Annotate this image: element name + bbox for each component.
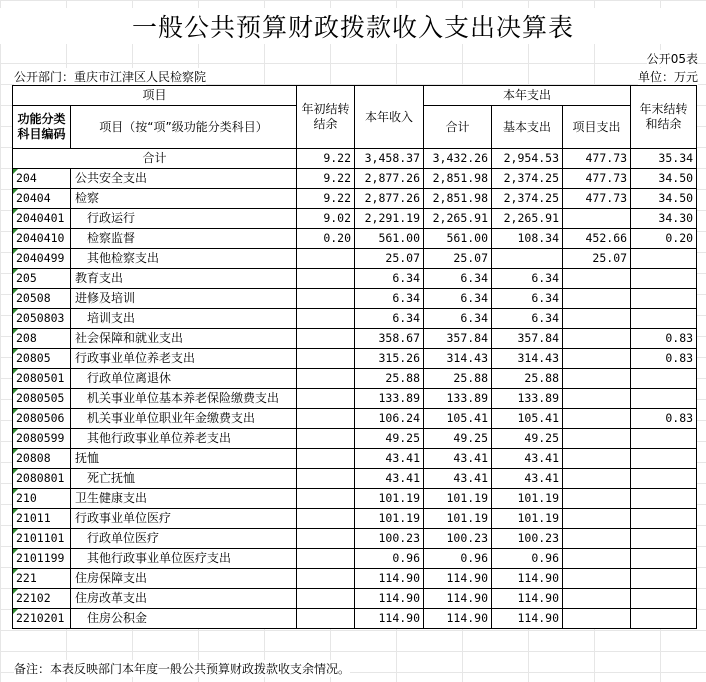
row-opening	[297, 369, 355, 389]
row-total: 49.25	[424, 429, 492, 449]
row-income: 49.25	[355, 429, 424, 449]
table-row	[13, 489, 697, 509]
row-basic: 2,374.25	[492, 169, 563, 189]
row-total: 43.41	[424, 449, 492, 469]
row-basic: 108.34	[492, 229, 563, 249]
row-opening	[297, 449, 355, 469]
table-row	[13, 209, 697, 229]
total-expense: 3,432.26	[424, 149, 492, 169]
table-row	[13, 249, 697, 269]
total-basic: 2,954.53	[492, 149, 563, 169]
row-project	[563, 469, 631, 489]
row-income: 106.24	[355, 409, 424, 429]
row-project	[563, 549, 631, 569]
row-total: 105.41	[424, 409, 492, 429]
row-income: 43.41	[355, 449, 424, 469]
row-code: 2040401	[13, 209, 71, 229]
row-income: 2,877.26	[355, 189, 424, 209]
row-basic: 357.84	[492, 329, 563, 349]
row-basic: 6.34	[492, 269, 563, 289]
row-code: 20404	[13, 189, 71, 209]
row-code: 20805	[13, 349, 71, 369]
row-total: 101.19	[424, 509, 492, 529]
row-income: 0.96	[355, 549, 424, 569]
row-name: 其他检察支出	[71, 249, 297, 269]
row-total: 100.23	[424, 529, 492, 549]
row-income: 2,877.26	[355, 169, 424, 189]
row-project: 452.66	[563, 229, 631, 249]
header-opening-balance: 年初结转结余	[297, 86, 355, 149]
row-income: 358.67	[355, 329, 424, 349]
row-income: 114.90	[355, 589, 424, 609]
row-opening	[297, 609, 355, 629]
row-code: 2101101	[13, 529, 71, 549]
row-closing	[631, 269, 697, 289]
row-opening	[297, 489, 355, 509]
row-closing	[631, 289, 697, 309]
row-income: 100.23	[355, 529, 424, 549]
row-closing: 0.83	[631, 349, 697, 369]
row-name: 机关事业单位职业年金缴费支出	[71, 409, 297, 429]
row-code: 205	[13, 269, 71, 289]
row-income: 101.19	[355, 489, 424, 509]
row-income: 2,291.19	[355, 209, 424, 229]
table-row	[13, 469, 697, 489]
row-opening: 9.22	[297, 189, 355, 209]
row-closing	[631, 249, 697, 269]
total-closing: 35.34	[631, 149, 697, 169]
row-total: 6.34	[424, 289, 492, 309]
table-row	[13, 269, 697, 289]
header-income: 本年收入	[355, 86, 424, 149]
table-row	[13, 389, 697, 409]
row-name: 卫生健康支出	[71, 489, 297, 509]
row-project: 477.73	[563, 169, 631, 189]
row-project	[563, 449, 631, 469]
row-name: 死亡抚恤	[71, 469, 297, 489]
row-project	[563, 369, 631, 389]
row-closing	[631, 609, 697, 629]
row-code: 204	[13, 169, 71, 189]
row-project	[563, 269, 631, 289]
table-row	[13, 429, 697, 449]
row-project	[563, 309, 631, 329]
footnote: 备注：本表反映部门本年度一般公共预算财政拨款收支余情况。	[14, 662, 351, 676]
row-project	[563, 289, 631, 309]
row-name: 住房保障支出	[71, 569, 297, 589]
row-closing	[631, 449, 697, 469]
row-basic: 100.23	[492, 529, 563, 549]
row-name: 其他行政事业单位养老支出	[71, 429, 297, 449]
row-income: 561.00	[355, 229, 424, 249]
row-project	[563, 329, 631, 349]
row-opening	[297, 429, 355, 449]
row-basic: 101.19	[492, 509, 563, 529]
row-income: 6.34	[355, 289, 424, 309]
row-code: 2101199	[13, 549, 71, 569]
row-basic: 2,265.91	[492, 209, 563, 229]
row-code: 2040499	[13, 249, 71, 269]
row-income: 315.26	[355, 349, 424, 369]
row-opening	[297, 309, 355, 329]
row-basic: 6.34	[492, 289, 563, 309]
row-closing	[631, 549, 697, 569]
row-project	[563, 349, 631, 369]
row-basic: 2,374.25	[492, 189, 563, 209]
row-basic: 101.19	[492, 489, 563, 509]
row-total: 2,851.98	[424, 169, 492, 189]
row-name: 抚恤	[71, 449, 297, 469]
row-opening	[297, 569, 355, 589]
row-opening	[297, 269, 355, 289]
row-total: 25.07	[424, 249, 492, 269]
row-basic: 114.90	[492, 589, 563, 609]
row-closing	[631, 469, 697, 489]
total-opening: 9.22	[297, 149, 355, 169]
row-income: 114.90	[355, 609, 424, 629]
table-row	[13, 609, 697, 629]
row-project	[563, 489, 631, 509]
row-project: 477.73	[563, 189, 631, 209]
row-total: 2,851.98	[424, 189, 492, 209]
row-total: 114.90	[424, 569, 492, 589]
row-code: 2080506	[13, 409, 71, 429]
row-code: 208	[13, 329, 71, 349]
row-income: 25.88	[355, 369, 424, 389]
row-total: 25.88	[424, 369, 492, 389]
table-row	[13, 549, 697, 569]
row-opening	[297, 389, 355, 409]
row-code: 2080599	[13, 429, 71, 449]
row-closing	[631, 529, 697, 549]
row-name: 行政单位医疗	[71, 529, 297, 549]
row-project	[563, 209, 631, 229]
row-project	[563, 429, 631, 449]
row-code: 221	[13, 569, 71, 589]
row-total: 6.34	[424, 269, 492, 289]
row-project	[563, 409, 631, 429]
row-basic: 6.34	[492, 309, 563, 329]
row-closing: 34.30	[631, 209, 697, 229]
row-closing: 0.83	[631, 329, 697, 349]
row-basic	[492, 249, 563, 269]
row-closing	[631, 489, 697, 509]
row-total: 43.41	[424, 469, 492, 489]
row-total: 2,265.91	[424, 209, 492, 229]
row-closing	[631, 389, 697, 409]
row-name: 检察	[71, 189, 297, 209]
row-opening: 0.20	[297, 229, 355, 249]
table-row	[13, 329, 697, 349]
row-closing	[631, 569, 697, 589]
table-row	[13, 289, 697, 309]
row-basic: 114.90	[492, 609, 563, 629]
row-opening	[297, 589, 355, 609]
department-label: 公开部门：重庆市江津区人民检察院	[14, 70, 207, 84]
row-closing	[631, 369, 697, 389]
row-basic: 25.88	[492, 369, 563, 389]
row-code: 2210201	[13, 609, 71, 629]
row-basic: 105.41	[492, 409, 563, 429]
row-name: 行政事业单位医疗	[71, 509, 297, 529]
row-basic: 314.43	[492, 349, 563, 369]
row-opening	[297, 289, 355, 309]
row-opening	[297, 249, 355, 269]
header-code: 功能分类科目编码	[13, 106, 71, 149]
row-name: 行政事业单位养老支出	[71, 349, 297, 369]
form-number: 公开05表	[646, 52, 698, 66]
row-income: 6.34	[355, 309, 424, 329]
table-row	[13, 529, 697, 549]
row-closing	[631, 589, 697, 609]
row-total: 114.90	[424, 609, 492, 629]
row-total: 101.19	[424, 489, 492, 509]
row-name: 检察监督	[71, 229, 297, 249]
row-code: 2080801	[13, 469, 71, 489]
row-opening	[297, 549, 355, 569]
row-code: 2050803	[13, 309, 71, 329]
row-name: 教育支出	[71, 269, 297, 289]
row-name: 进修及培训	[71, 289, 297, 309]
table-row	[13, 309, 697, 329]
header-item-group: 项目	[13, 86, 297, 106]
row-opening	[297, 349, 355, 369]
row-name: 行政单位离退休	[71, 369, 297, 389]
row-closing: 0.20	[631, 229, 697, 249]
row-name: 社会保障和就业支出	[71, 329, 297, 349]
row-code: 2080505	[13, 389, 71, 409]
row-opening	[297, 409, 355, 429]
row-closing	[631, 429, 697, 449]
row-opening: 9.02	[297, 209, 355, 229]
row-basic: 0.96	[492, 549, 563, 569]
row-income: 25.07	[355, 249, 424, 269]
row-total: 0.96	[424, 549, 492, 569]
unit-label: 单位：万元	[637, 70, 698, 84]
row-closing	[631, 509, 697, 529]
budget-table	[12, 85, 697, 629]
table-row	[13, 169, 697, 189]
row-opening	[297, 329, 355, 349]
row-opening: 9.22	[297, 169, 355, 189]
row-project: 25.07	[563, 249, 631, 269]
row-code: 2040410	[13, 229, 71, 249]
table-row	[13, 569, 697, 589]
row-basic: 49.25	[492, 429, 563, 449]
row-total: 357.84	[424, 329, 492, 349]
row-total: 114.90	[424, 589, 492, 609]
row-income: 114.90	[355, 569, 424, 589]
table-row	[13, 409, 697, 429]
row-name: 公共安全支出	[71, 169, 297, 189]
row-closing: 34.50	[631, 189, 697, 209]
row-total: 133.89	[424, 389, 492, 409]
row-opening	[297, 509, 355, 529]
row-project	[563, 529, 631, 549]
row-basic: 43.41	[492, 449, 563, 469]
header-closing-balance: 年末结转和结余	[631, 86, 697, 149]
row-closing: 34.50	[631, 169, 697, 189]
row-project	[563, 609, 631, 629]
table-row	[13, 369, 697, 389]
table-row	[13, 189, 697, 209]
table-row	[13, 229, 697, 249]
row-total: 561.00	[424, 229, 492, 249]
header-expense-total: 合计	[424, 106, 492, 149]
header-name: 项目（按“项”级功能分类科目）	[71, 106, 297, 149]
row-income: 6.34	[355, 269, 424, 289]
row-project	[563, 569, 631, 589]
row-name: 培训支出	[71, 309, 297, 329]
row-name: 住房公积金	[71, 609, 297, 629]
report-title: 一般公共预算财政拨款收入支出决算表	[0, 8, 706, 44]
row-income: 101.19	[355, 509, 424, 529]
row-project	[563, 389, 631, 409]
row-name: 住房改革支出	[71, 589, 297, 609]
row-project	[563, 509, 631, 529]
row-total: 314.43	[424, 349, 492, 369]
row-code: 22102	[13, 589, 71, 609]
row-basic: 114.90	[492, 569, 563, 589]
header-expense-project: 项目支出	[563, 106, 631, 149]
row-code: 2080501	[13, 369, 71, 389]
header-expense-basic: 基本支出	[492, 106, 563, 149]
row-basic: 133.89	[492, 389, 563, 409]
total-project: 477.73	[563, 149, 631, 169]
table-row	[13, 509, 697, 529]
row-closing	[631, 309, 697, 329]
row-name: 行政运行	[71, 209, 297, 229]
row-opening	[297, 469, 355, 489]
row-opening	[297, 529, 355, 549]
total-row	[13, 149, 697, 169]
row-closing: 0.83	[631, 409, 697, 429]
row-code: 21011	[13, 509, 71, 529]
row-project	[563, 589, 631, 609]
row-code: 20808	[13, 449, 71, 469]
row-name: 其他行政事业单位医疗支出	[71, 549, 297, 569]
row-name: 机关事业单位基本养老保险缴费支出	[71, 389, 297, 409]
total-income: 3,458.37	[355, 149, 424, 169]
row-total: 6.34	[424, 309, 492, 329]
row-income: 43.41	[355, 469, 424, 489]
table-row	[13, 449, 697, 469]
row-income: 133.89	[355, 389, 424, 409]
row-basic: 43.41	[492, 469, 563, 489]
row-code: 210	[13, 489, 71, 509]
total-label: 合计	[13, 149, 297, 169]
table-row	[13, 589, 697, 609]
table-row	[13, 349, 697, 369]
row-code: 20508	[13, 289, 71, 309]
header-expense-group: 本年支出	[424, 86, 631, 106]
